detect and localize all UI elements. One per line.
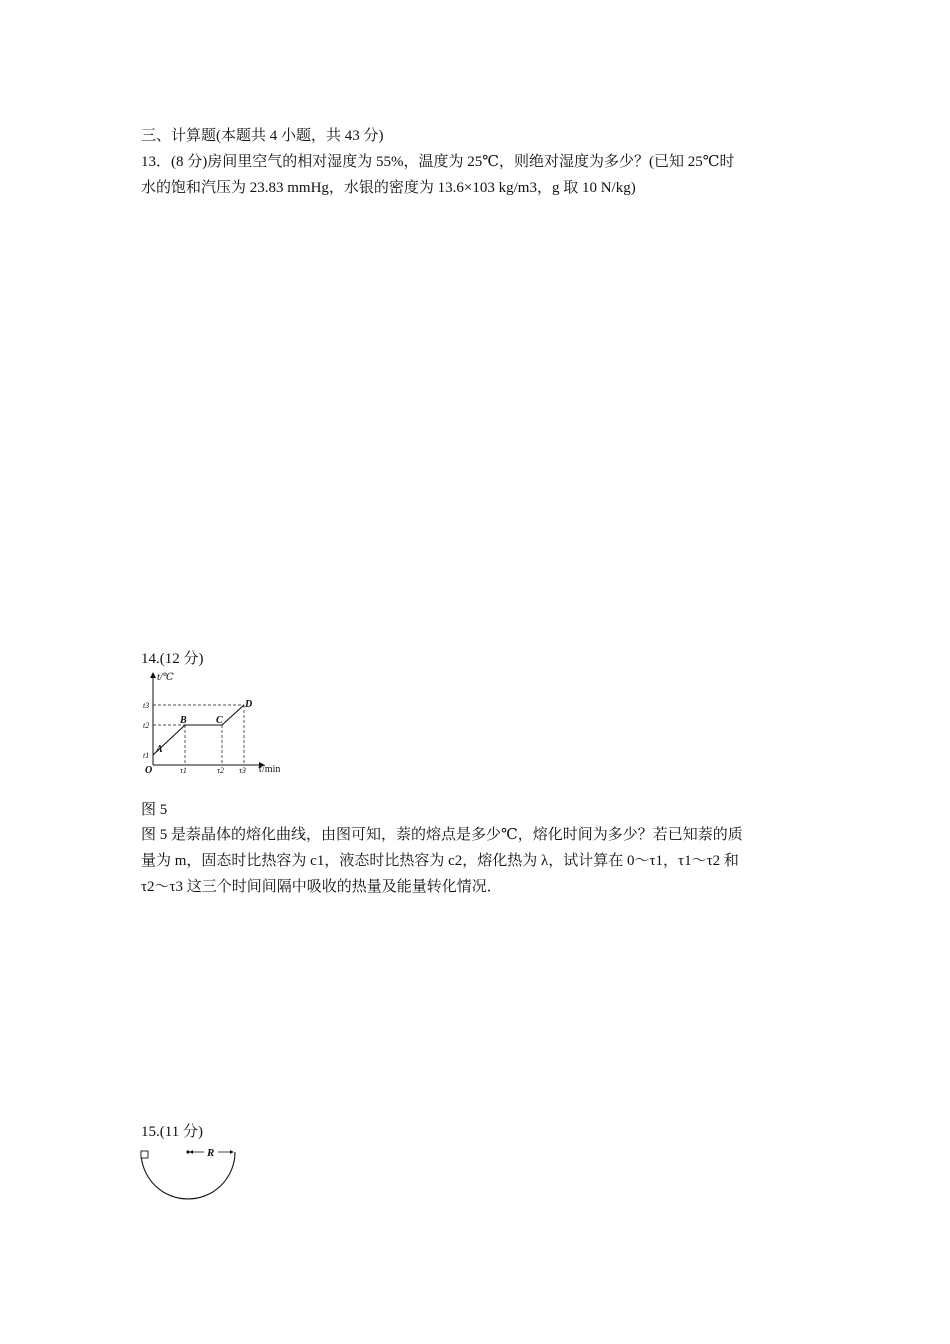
point-label-a: A [156, 744, 163, 755]
q14-text-line1: 图 5 是萘晶体的熔化曲线，由图可知，萘的熔点是多少℃，熔化时间为多少？若已知萘的质 [141, 827, 743, 843]
semicircle-track-figure [136, 1144, 242, 1204]
x-tick-tau1: τ1 [180, 766, 187, 775]
figure-caption: 图 5 [141, 802, 168, 818]
section-heading: 三、计算题(本题共 4 小题，共 43 分) [141, 128, 384, 144]
q13-text-line2: 水的饱和汽压为 23.83 mmHg，水银的密度为 13.6×103 kg/m3，g 取 10 N/kg) [141, 180, 636, 196]
semicircle-track [141, 1152, 235, 1199]
q13-text-line1: 13．(8 分)房间里空气的相对湿度为 55%，温度为 25℃，则绝对湿度为多少？(已知 25℃时 [141, 154, 735, 170]
y-axis-label: t/℃ [157, 672, 174, 683]
y-tick-t2: t2 [143, 721, 150, 730]
q14-heading: 14.(12 分) [141, 651, 204, 667]
small-block [141, 1151, 148, 1158]
melting-curve-figure [140, 668, 300, 778]
q15-heading: 15.(11 分) [141, 1124, 203, 1140]
x-tick-tau3: τ3 [239, 766, 246, 775]
point-label-c: C [216, 715, 223, 726]
y-tick-t3: t3 [143, 701, 150, 710]
x-tick-tau2: τ2 [217, 766, 224, 775]
q14-text-line2: 量为 m，固态时比热容为 c1，液态时比热容为 c2，熔化热为 λ，试计算在 0～τ1，τ1～τ2 和 [141, 853, 739, 869]
melting-curve [153, 705, 244, 755]
center-point [186, 1150, 189, 1153]
q14-text-line3: τ2～τ3 这三个时间间隔中吸收的热量及能量转化情况． [141, 879, 502, 895]
point-label-d: D [245, 699, 253, 710]
radius-label: R [207, 1147, 215, 1159]
point-label-b: B [180, 715, 187, 726]
y-tick-t1: t1 [143, 751, 150, 760]
origin-label: O [145, 765, 153, 776]
x-axis-label: τ/min [258, 764, 281, 775]
